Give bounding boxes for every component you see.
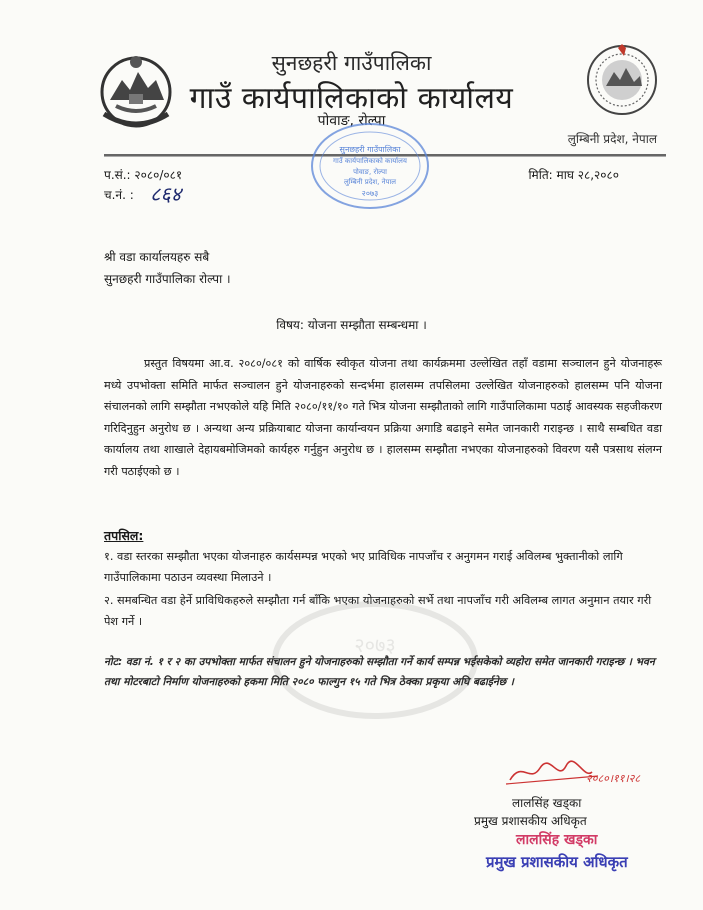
stamp-signer-name: लालसिंह खड्का <box>516 832 598 848</box>
signer-name: लालसिंह खड्का <box>512 796 582 810</box>
letter-body: प्रस्तुत विषयमा आ.व. २०८०/०८१ को वार्षिक स्वीकृत योजना तथा कार्यक्रममा उल्लेखित तहाँ वडामा सञ्चालन हुने योजनाहरू मध्ये उपभोक्ता समिति मार्फत सञ्चालन हुने योजनाहरुको सन्दर्भमा हालसम्म तपसिलमा उल्लेखित योजनाहरुको हालसम्म पनि योजना संचालनको लागि सम्झौता नभएकोले यहि मिति २०८०/११/१० गते भित्र योजना सम्झौताको लागि गाउँपालिकामा पठाई आवस्यक सहजीकरण गरिदिनुहुन अनुरोध छ । अन्यथा अन्य प्रक्रियाबाट योजना कार्यान्वयन प्रक्रिया अगाडि बढाइने समेत जानकारी गराइन्छ । साथै सम्बधित वडा कार्यालय तथा शाखाले देहायबमोजिमको कार्यहरु गर्नुहुन अनुरोध छ । हालसम्म सम्झौता नभएका योजनाहरुको विवरण यसै पत्रसाथ संलग्न गरी पठाईएको छ । <box>104 357 662 478</box>
tapasil-item-2: २. समबन्धित वडा हेर्ने प्राविधिकहरुले सम्झौता गर्न बाँकि भएका योजनाहरुको सर्भे तथा नापजाँच गरी अविलम्ब लागत अनुमान तयार गरी पेश गर्ने । <box>104 594 652 628</box>
note-text: नोट: वडा नं. १ र २ का उपभोक्ता मार्फत संचालन हुने योजनाहरुको सम्झौता गर्ने कार्य सम्पन्न भईसकेको व्यहोरा समेत जानकारी गराइन्छ । भवन तथा मोटरबाटो निर्माण योजनाहरुको हकमा मिति २०८० फाल्गुन १५ गते भित्र ठेक्का प्रकृया अघि बढाईनेछ । <box>104 656 655 688</box>
dispatch-label: च.नं. : <box>104 188 134 202</box>
municipality-name: सुनछहरी गाउँपालिका <box>271 51 432 75</box>
dispatch-number: ८६४ <box>150 182 182 206</box>
office-address: पोवाङ, रोल्पा <box>317 113 386 129</box>
office-stamp <box>308 118 432 214</box>
stamp-line-4: लुम्बिनी प्रदेश, नेपाल <box>343 178 397 186</box>
stamp-line-1: सुनछहरी गाउँपालिका <box>339 145 401 154</box>
watermark-year: २०७३ <box>354 633 396 657</box>
signature-date: २०८०।११।२८ <box>586 772 641 785</box>
recipient-line-1: श्री वडा कार्यालयहरु सबै <box>104 250 210 264</box>
stamp-year: २०७३ <box>361 189 379 198</box>
letter-date: मिति: माघ २८,२०८० <box>528 168 619 182</box>
province-label: लुम्बिनी प्रदेश, नेपाल <box>567 132 657 146</box>
letter-subject: विषय: योजना सम्झौता सम्बन्धमा । <box>276 318 427 332</box>
tapasil-item-1: १. वडा स्तरका सम्झौता भएका योजनाहरु कार्यसम्पन्न भएको भए प्राविधिक नापजाँच र अनुगमन गराई अविलम्ब भुक्तानीको लागि गाउँपालिकामा पठाउन व्यवस्था मिलाउने । <box>104 550 623 584</box>
signer-title: प्रमुख प्रशासकीय अधिकृत <box>474 814 587 828</box>
recipient-line-2: सुनछहरी गाउँपालिका रोल्पा । <box>104 272 231 286</box>
stamp-signer-title: प्रमुख प्रशासकीय अधिकृत <box>486 853 628 871</box>
office-name: गाउँ कार्यपालिकाको कार्यालय <box>189 81 514 116</box>
tapasil-heading: तपसिल: <box>104 528 144 543</box>
reference-number: प.सं.: २०८०/०८१ <box>104 168 183 182</box>
stamp-line-3: पोवाङ, रोल्पा <box>353 168 387 176</box>
stamp-line-2: गाउँ कार्यपालिकाको कार्यालय <box>333 157 407 165</box>
